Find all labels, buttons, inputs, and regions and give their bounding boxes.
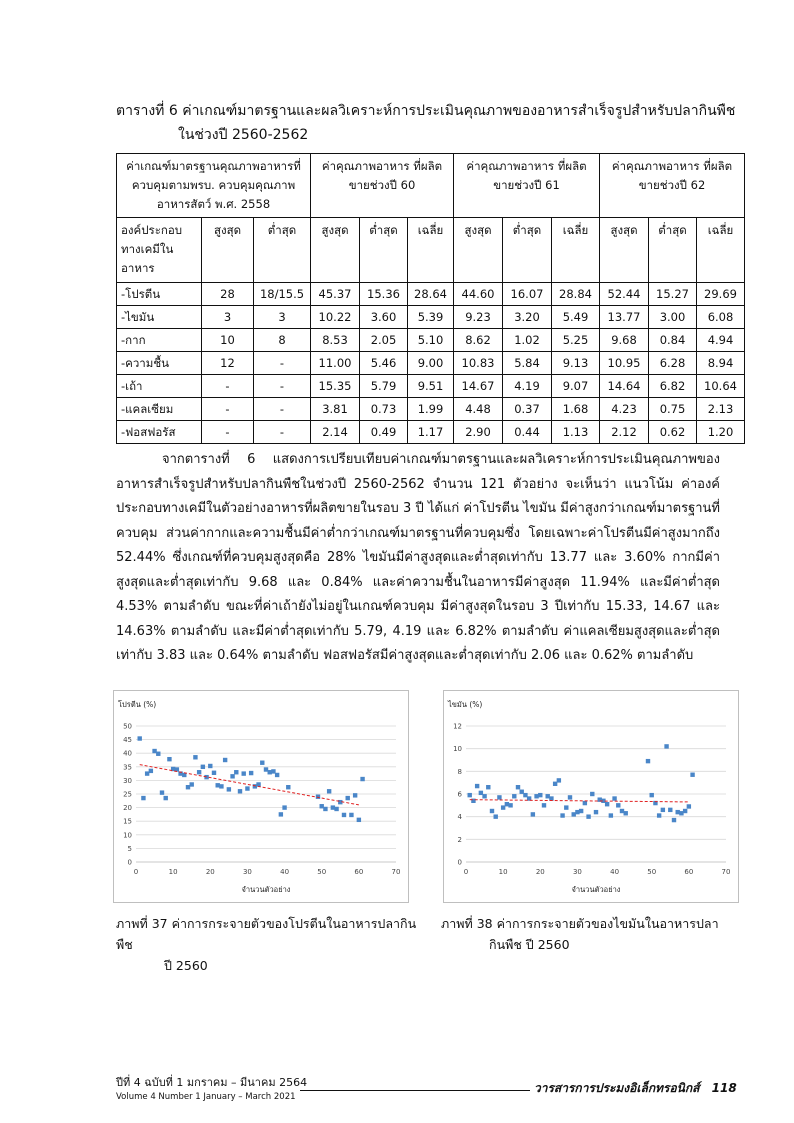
cell: 9.68 [600,329,649,352]
data-point [612,796,616,800]
data-point [687,804,691,808]
table-header-row [117,154,745,218]
y-tick-label: 45 [123,736,132,745]
data-point [646,759,650,763]
y-tick-label: 25 [123,790,132,799]
cell: 14.64 [600,375,649,398]
data-point [497,795,501,799]
data-point [560,813,564,817]
cell: 15.36 [360,283,408,306]
data-point [586,814,590,818]
cell: 1.13 [552,421,600,444]
x-tick-label: 10 [498,868,508,876]
cell: 3.81 [311,398,360,421]
table-row [117,306,745,329]
data-point [494,814,498,818]
data-point [538,793,542,797]
data-point [242,771,246,775]
y-tick-label: 10 [453,745,462,754]
data-point [234,770,238,774]
trendline [470,800,689,802]
data-point [583,801,587,805]
footer-journal [534,1079,737,1098]
journal-name: วารสารการประมงอิเล็กทรอนิกส์ [534,1081,700,1095]
data-point [690,773,694,777]
cell: - [254,375,311,398]
cell: 28.84 [552,283,600,306]
cell: 28 [202,283,254,306]
cell: 1.17 [408,421,454,444]
y-tick-label: 0 [127,858,132,867]
cell: 15.35 [311,375,360,398]
x-tick-label: 40 [610,868,620,876]
cell: 52.44 [600,283,649,306]
data-point [360,777,364,781]
cell: 4.48 [454,398,503,421]
fat-chart [443,690,739,903]
data-point [542,803,546,807]
y-tick-label: 15 [123,817,132,826]
x-tick-label: 0 [133,868,139,876]
cell: 10.83 [454,352,503,375]
standard-header: ค่าเกณฑ์มาตรฐานคุณภาพอาหารที่ควบคุมตามพรบ. ควบคุมคุณภาพอาหารสัตว์ พ.ศ. 2558 [117,154,311,218]
caption-line-2: ในช่วงปี 2560-2562 [178,127,309,143]
cell: 5.10 [408,329,454,352]
x-tick-label: 60 [354,868,364,876]
cell: 0.37 [503,398,552,421]
y61-max-header: สูงสุด [454,218,503,283]
cell: 9.00 [408,352,454,375]
paragraph-text: จากตารางที่ 6 แสดงการเปรียบเทียบค่าเกณฑ์มาตรฐานและผลวิเคราะห์การประเมินคุณภาพของอาหารสำเร็จรูปสำหรับปลากินพืชในช่วงปี 2560-2562 จำนวน 121 ตัวอย่าง จะเห็นว่า แนวโน้ม ค่าองค์ประกอบทางเคมีในตัวอย่างอาหารที่ผลิตขายในรอบ 3 ปี ได้แก่ ค่าโปรตีน ไขมัน มีค่าสูงกว่าเกณฑ์มาตรฐานที่ควบคุม ส่วนค่ากากและความชื้นมีค่าต่ำกว่าเกณฑ์มาตรฐานที่ควบคุมซึ่ง โดยเฉพาะค่าโปรตีนมีค่าสูงมากถึง 52.44% ซึ่งเกณฑ์ที่ควบคุมสูงสุดคือ 28% ไขมันมีค่าสูงสุดและต่ำสุดเท่ากับ 13.77 และ 3.60% กากมีค่าสูงสุดและต่ำสุดเท่ากับ 9.68 และ 0.84% และค่าความชื้นในอาหารมีค่าสูงสุด 11.94% และมีค่าต่ำสุด 4.53% ตามลำดับ ขณะที่ค่าเถ้ายังไม่อยู่ในเกณฑ์ควบคุม มีค่าสูงสุดในรอบ 3 ปีเท่ากับ 15.33, 14.67 และ 14.63% ตามลำดับ และมีค่าต่ำสุดเท่ากับ 5.79, 4.19 และ 6.82% ตามลำดับ ค่าแคลเซียมสูงสุดและต่ำสุดเท่ากับ 3.83 และ 0.64% ตามลำดับ ฟอสฟอรัสมีค่าสูงสุดและต่ำสุดเท่ากับ 2.06 และ 0.62% ตามลำดับ [116,452,720,663]
data-point [286,785,290,789]
data-point [141,796,145,800]
cell: 2.13 [697,398,745,421]
cell: 1.99 [408,398,454,421]
y62-max-header: สูงสุด [600,218,649,283]
cell: - [202,421,254,444]
data-point [219,784,223,788]
data-point [609,813,613,817]
data-point [245,786,249,790]
cell: 0.49 [360,421,408,444]
y-tick-label: 12 [453,722,462,731]
cell: 1.02 [503,329,552,352]
data-point [661,808,665,812]
cell: 9.07 [552,375,600,398]
table-row [117,283,745,306]
cell: 8.94 [697,352,745,375]
data-point [664,744,668,748]
footer-rule [300,1090,530,1091]
data-point [683,809,687,813]
x-tick-label: 50 [647,868,657,876]
y-tick-label: 30 [123,776,132,785]
x-axis-title: จำนวนตัวอย่าง [241,885,291,894]
data-point [138,736,142,740]
cell: 11.00 [311,352,360,375]
cell: 2.90 [454,421,503,444]
y-tick-label: 5 [127,844,132,853]
data-point [167,757,171,761]
data-point [657,813,661,817]
data-point [557,778,561,782]
table-row [117,421,745,444]
data-point [249,771,253,775]
protein-chart [113,690,409,903]
data-point [156,752,160,756]
table-row [117,375,745,398]
cell: 18/15.5 [254,283,311,306]
body-paragraph [116,448,720,669]
component-header: องค์ประกอบทางเคมีในอาหาร [117,218,202,283]
y60-max-header: สูงสุด [311,218,360,283]
cell: 5.49 [552,306,600,329]
chart-title: ไขมัน (%) [448,700,483,709]
cell: - [254,421,311,444]
chart-title: โปรตีน (%) [118,700,157,709]
cell: 2.12 [600,421,649,444]
cell: 8 [254,329,311,352]
data-point [357,818,361,822]
data-point [650,793,654,797]
row-label: -ความชื้น [117,352,202,375]
data-point [590,792,594,796]
row-label: -โปรตีน [117,283,202,306]
cell: - [202,398,254,421]
cell: 3 [202,306,254,329]
data-point [594,810,598,814]
footer-thai: ปีที่ 4 ฉบับที่ 1 มกราคม – มีนาคม 2564 [116,1076,308,1089]
x-tick-label: 70 [721,868,731,876]
x-tick-label: 0 [463,868,469,876]
figure-38-caption [441,913,741,955]
page-number: 118 [711,1081,737,1095]
data-point [531,812,535,816]
x-axis-title: จำนวนตัวอย่าง [571,885,621,894]
y-tick-label: 50 [123,722,132,731]
data-point [323,807,327,811]
cell: 8.53 [311,329,360,352]
data-point [190,782,194,786]
y-tick-label: 40 [123,749,132,758]
cell: 9.23 [454,306,503,329]
std-max-header: สูงสุด [202,218,254,283]
cell: 6.28 [649,352,697,375]
cell: 12 [202,352,254,375]
data-point [193,755,197,759]
cell: 3.20 [503,306,552,329]
y61-avg-header: เฉลี่ย [552,218,600,283]
y-tick-label: 20 [123,804,132,813]
data-point [227,787,231,791]
row-label: -กาก [117,329,202,352]
table-subheader-row [117,218,745,283]
y62-min-header: ต่ำสุด [649,218,697,283]
cell: - [254,352,311,375]
x-tick-label: 30 [242,868,252,876]
data-point [605,802,609,806]
cell: 3.60 [360,306,408,329]
cell: 14.67 [454,375,503,398]
data-point [208,764,212,768]
x-tick-label: 20 [535,868,545,876]
table-caption [116,99,756,147]
footer-english: Volume 4 Number 1 January – March 2021 [116,1092,296,1102]
cell: 1.68 [552,398,600,421]
y62-avg-header: เฉลี่ย [697,218,745,283]
data-point [349,813,353,817]
cell: 5.84 [503,352,552,375]
data-point [334,807,338,811]
cell: 0.62 [649,421,697,444]
y-tick-label: 4 [457,813,462,822]
data-point [490,809,494,813]
data-point [624,811,628,815]
y-tick-label: 35 [123,763,132,772]
quality-table [116,153,745,444]
y61-min-header: ต่ำสุด [503,218,552,283]
x-tick-label: 50 [317,868,327,876]
data-point [149,769,153,773]
cell: 10.64 [697,375,745,398]
y60-min-header: ต่ำสุด [360,218,408,283]
data-point [238,789,242,793]
x-tick-label: 70 [391,868,401,876]
x-tick-label: 30 [572,868,582,876]
x-tick-label: 20 [205,868,215,876]
table-row [117,352,745,375]
cell: 6.82 [649,375,697,398]
data-point [197,770,201,774]
data-point [160,790,164,794]
cell: 0.44 [503,421,552,444]
cell: 29.69 [697,283,745,306]
figure-37-line-2: ปี 2560 [164,958,208,973]
data-point [568,795,572,799]
cell: 16.07 [503,283,552,306]
footer-issue [116,1075,307,1105]
y-tick-label: 10 [123,831,132,840]
cell: 10 [202,329,254,352]
year-61-header: ค่าคุณภาพอาหาร ที่ผลิตขายช่วงปี 61 [454,154,600,218]
caption-line-1: ตารางที่ 6 ค่าเกณฑ์มาตรฐานและผลวิเคราะห์การประเมินคุณภาพของอาหารสำเร็จรูปสำหรับปลากินพืช [116,103,736,119]
cell: 0.75 [649,398,697,421]
x-tick-label: 60 [684,868,694,876]
cell: 5.39 [408,306,454,329]
y-tick-label: 6 [457,790,462,799]
cell: 3.00 [649,306,697,329]
figure-38-line-2: กินพืช ปี 2560 [489,937,570,952]
data-point [579,809,583,813]
cell: 9.51 [408,375,454,398]
data-point [230,774,234,778]
cell: 5.46 [360,352,408,375]
table-row [117,398,745,421]
y60-avg-header: เฉลี่ย [408,218,454,283]
data-point [327,789,331,793]
figure-37-line-1: ภาพที่ 37 ค่าการกระจายตัวของโปรตีนในอาหารปลากินพืช [116,916,417,952]
data-point [512,794,516,798]
data-point [346,796,350,800]
cell: 0.84 [649,329,697,352]
data-point [212,771,216,775]
data-point [164,796,168,800]
data-point [516,785,520,789]
std-min-header: ต่ำสุด [254,218,311,283]
table-row [117,329,745,352]
cell: 45.37 [311,283,360,306]
year-62-header: ค่าคุณภาพอาหาร ที่ผลิตขายช่วงปี 62 [600,154,745,218]
cell: 4.19 [503,375,552,398]
data-point [316,795,320,799]
cell: - [202,375,254,398]
data-point [260,761,264,765]
cell: 2.14 [311,421,360,444]
x-tick-label: 40 [280,868,290,876]
data-point [353,793,357,797]
data-point [482,794,486,798]
y-tick-label: 0 [457,858,462,867]
year-60-header: ค่าคุณภาพอาหาร ที่ผลิตขายช่วงปี 60 [311,154,454,218]
cell: 0.73 [360,398,408,421]
cell: 2.05 [360,329,408,352]
data-point [475,784,479,788]
cell: - [254,398,311,421]
cell: 9.13 [552,352,600,375]
cell: 15.27 [649,283,697,306]
row-label: -ไขมัน [117,306,202,329]
x-tick-label: 10 [168,868,178,876]
cell: 8.62 [454,329,503,352]
cell: 44.60 [454,283,503,306]
cell: 4.94 [697,329,745,352]
cell: 28.64 [408,283,454,306]
data-point [486,785,490,789]
data-point [668,808,672,812]
cell: 13.77 [600,306,649,329]
data-point [282,805,286,809]
cell: 5.79 [360,375,408,398]
data-point [201,765,205,769]
cell: 10.22 [311,306,360,329]
cell: 4.23 [600,398,649,421]
figure-37-caption [116,913,426,976]
cell: 10.95 [600,352,649,375]
data-point [672,818,676,822]
cell: 5.25 [552,329,600,352]
row-label: -แคลเซียม [117,398,202,421]
protein-chart-svg [114,691,408,902]
data-point [468,793,472,797]
row-label: -ฟอสฟอรัส [117,421,202,444]
data-point [342,813,346,817]
data-point [275,773,279,777]
data-point [223,758,227,762]
data-point [508,803,512,807]
data-point [564,805,568,809]
cell: 6.08 [697,306,745,329]
row-label: -เถ้า [117,375,202,398]
y-tick-label: 2 [457,835,462,844]
figure-38-line-1: ภาพที่ 38 ค่าการกระจายตัวของไขมันในอาหารปลา [441,916,719,931]
data-point [204,775,208,779]
cell: 3 [254,306,311,329]
data-point [279,812,283,816]
data-point [616,803,620,807]
cell: 1.20 [697,421,745,444]
fat-chart-svg [444,691,738,902]
y-tick-label: 8 [457,767,462,776]
